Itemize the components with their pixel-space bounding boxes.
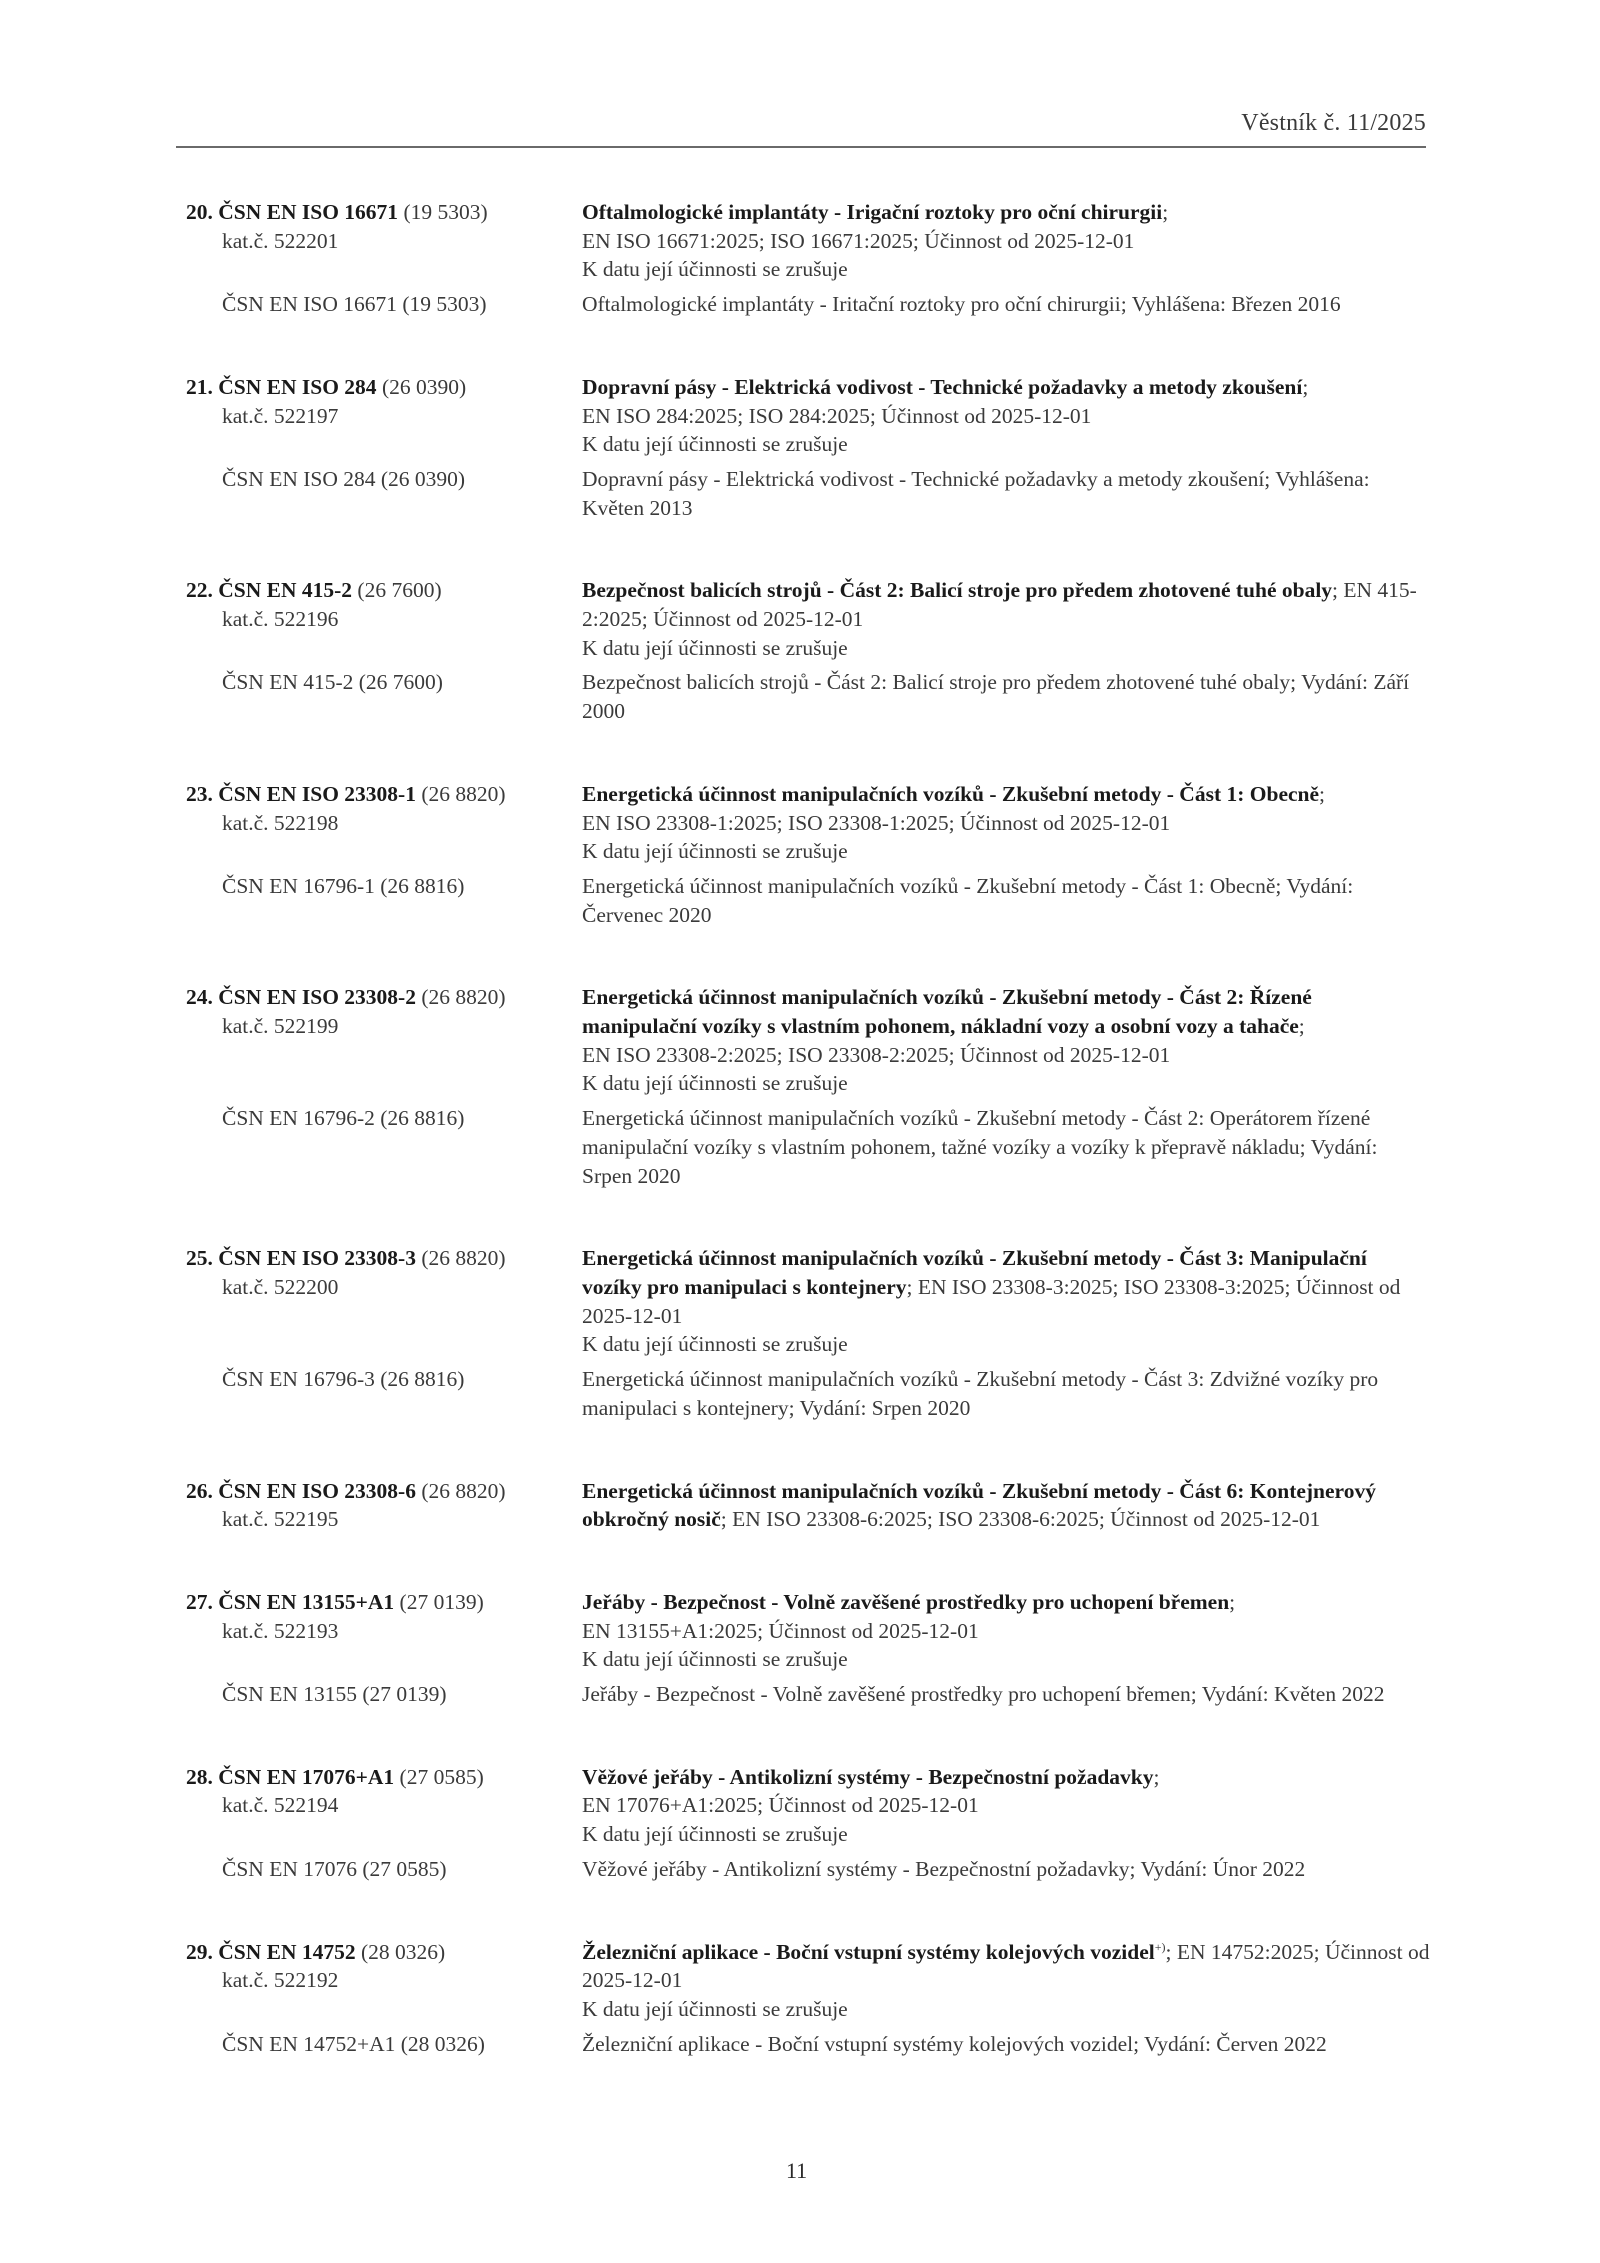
standard-description [582,1588,1431,1674]
replaced-standard-row [186,465,1431,522]
standard-identifier [186,1244,582,1359]
replaced-standard-text: Jeřáby - Bezpečnost - Volně zavěšené prostředky pro uchopení břemen; Vydání: Květen 2022 [582,1682,1385,1707]
standard-description [582,1244,1431,1359]
replaced-standard-text: Energetická účinnost manipulačních vozíků - Zkušební metody - Část 2: Operátorem řízené manipulační vozíky s vlastním pohonem, tažné vozíky a vozíky k přepravě nákladu; Vydání: Srpen 2020 [582,1106,1378,1188]
entry-number: 21. [186,374,213,399]
replaced-standard-text: Věžové jeřáby - Antikolizní systémy - Bezpečnostní požadavky; Vydání: Únor 2022 [582,1856,1306,1881]
standard-entry [186,373,1431,523]
replaced-standard-row [186,290,1431,319]
catalog-number: kat.č. 522200 [222,1274,339,1299]
standard-title: Energetická účinnost manipulačních vozíků - Zkušební metody - Část 3: Manipulační vozíky pro manipulaci s kontejnery [582,1246,1367,1299]
new-standard-row [186,1244,1431,1359]
detail-line: K datu její účinnosti se zrušuje [582,635,848,660]
standard-code: ČSN EN ISO 284 [218,374,377,399]
entry-number: 28. [186,1764,213,1789]
replaced-standard-row [186,1855,1431,1884]
new-standard-row [186,198,1431,284]
detail-line: EN 17076+A1:2025; Účinnost od 2025-12-01 [582,1793,979,1818]
standard-identifier [186,373,582,459]
classification-code: (26 8820) [421,1478,506,1503]
standard-code: ČSN EN ISO 16671 [218,200,399,224]
catalog-number: kat.č. 522195 [222,1507,339,1532]
standard-identifier [186,198,582,284]
classification-code: (26 7600) [357,578,442,603]
journal-title: Věstník č. 11/2025 [1241,110,1426,136]
entry-number: 25. [186,1246,213,1271]
replaced-standard-row [186,668,1431,725]
standard-identifier [186,983,582,1098]
standard-title: Jeřáby - Bezpečnost - Volně zavěšené prostředky pro uchopení břemen [582,1589,1230,1614]
standard-entry [186,983,1431,1190]
detail-line: K datu její účinnosti se zrušuje [582,1332,848,1357]
standard-entry [186,1588,1431,1709]
standard-code: ČSN EN 13155+A1 [218,1589,395,1614]
standard-entry [186,1938,1431,2059]
replaced-standard-row [186,1680,1431,1709]
catalog-number: kat.č. 522201 [222,228,339,253]
new-standard-row [186,576,1431,662]
standard-entry [186,1763,1431,1884]
entry-number: 24. [186,985,213,1010]
standard-entry [186,1244,1431,1422]
title-suffix: ; [1229,1589,1236,1614]
standard-code: ČSN EN 17076+A1 [218,1764,395,1789]
standard-code: ČSN EN 415-2 [218,578,353,603]
replaced-standard-row [186,2030,1431,2059]
detail-line: EN ISO 16671:2025; ISO 16671:2025; Účinnost od 2025-12-01 [582,228,1135,253]
entry-number: 26. [186,1478,213,1503]
standard-code: ČSN EN ISO 23308-3 [218,1246,416,1271]
new-standard-row [186,1588,1431,1674]
details-inline: ; EN ISO 23308-3:2025; ISO 23308-3:2025; Účinnost od 2025-12-01 [582,1274,1401,1328]
replaced-standard-code: ČSN EN 14752+A1 (28 0326) [222,2031,485,2056]
page-header [176,106,1426,148]
detail-line: K datu její účinnosti se zrušuje [582,1071,848,1096]
catalog-number: kat.č. 522198 [222,810,339,835]
detail-line: EN ISO 23308-1:2025; ISO 23308-1:2025; Účinnost od 2025-12-01 [582,810,1171,835]
standard-title: Věžové jeřáby - Antikolizní systémy - Bezpečnostní požadavky [582,1764,1154,1789]
classification-code: (27 0139) [399,1589,484,1614]
standard-identifier [186,1938,582,2024]
classification-code: (19 5303) [403,200,488,224]
replaced-standard-text: Energetická účinnost manipulačních vozíků - Zkušební metody - Část 3: Zdvižné vozíky pro manipulaci s kontejnery; Vydání: Srpen 2020 [582,1367,1379,1420]
standard-description [582,198,1431,284]
classification-code: (26 0390) [381,374,467,399]
new-standard-row [186,1938,1431,2024]
entry-number: 22. [186,578,213,603]
standard-title: Energetická účinnost manipulačních vozíků - Zkušební metody - Část 1: Obecně [582,781,1320,806]
standard-description [582,983,1431,1098]
new-standard-row [186,373,1431,459]
classification-code: (26 8820) [421,1246,506,1271]
catalog-number: kat.č. 522192 [222,1968,339,1993]
standard-description [582,1763,1431,1849]
details-lines [582,634,1431,663]
standard-code: ČSN EN ISO 23308-6 [218,1478,416,1503]
standard-description [582,780,1431,866]
new-standard-row [186,1763,1431,1849]
detail-line: EN ISO 23308-2:2025; ISO 23308-2:2025; Účinnost od 2025-12-01 [582,1042,1171,1067]
standard-title: Železniční aplikace - Boční vstupní systémy kolejových vozidel [582,1939,1155,1964]
standard-identifier [186,576,582,662]
detail-line: K datu její účinnosti se zrušuje [582,432,848,457]
standard-entry [186,780,1431,930]
catalog-number: kat.č. 522199 [222,1014,339,1039]
standard-entry [186,1477,1431,1534]
standard-code: ČSN EN ISO 23308-2 [218,985,416,1010]
replaced-standard-row [186,1104,1431,1190]
catalog-number: kat.č. 522196 [222,607,339,632]
details-lines [582,1330,1431,1359]
replaced-standard-text: Železniční aplikace - Boční vstupní systémy kolejových vozidel; Vydání: Červen 2022 [582,2031,1327,2056]
replaced-standard-code: ČSN EN 13155 (27 0139) [222,1682,447,1707]
details-lines [582,809,1431,866]
details-lines [582,1791,1431,1848]
page-number: 11 [786,2158,808,2183]
replaced-standard-text: Bezpečnost balicích strojů - Část 2: Balicí stroje pro předem zhotovené tuhé obaly; Vydání: Září 2000 [582,670,1410,724]
replaced-standard-code: ČSN EN ISO 16671 (19 5303) [222,292,487,317]
standard-description [582,576,1431,662]
details-inline: ; EN 14752:2025; Účinnost od 2025-12-01 [582,1939,1430,1993]
standard-description [582,1938,1431,2024]
title-suffix: ; [1319,781,1326,806]
standard-identifier [186,1588,582,1674]
detail-line: K datu její účinnosti se zrušuje [582,839,848,864]
detail-line: K datu její účinnosti se zrušuje [582,1647,848,1672]
details-inline: ; EN ISO 23308-6:2025; ISO 23308-6:2025; Účinnost od 2025-12-01 [720,1507,1321,1532]
replaced-standard-text: Energetická účinnost manipulačních vozíků - Zkušební metody - Část 1: Obecně; Vydání: Červenec 2020 [582,873,1354,927]
catalog-number: kat.č. 522194 [222,1793,339,1818]
details-inline: ; EN 415-2:2025; Účinnost od 2025-12-01 [582,578,1417,632]
standard-title: Bezpečnost balicích strojů - Část 2: Balicí stroje pro předem zhotovené tuhé obaly [582,578,1333,603]
standard-entry [186,576,1431,726]
replaced-standard-row [186,872,1431,929]
details-lines [582,1995,1431,2024]
replaced-standard-text: Dopravní pásy - Elektrická vodivost - Technické požadavky a metody zkoušení; Vyhlášena: Květen 2013 [582,466,1370,520]
title-suffix: ; [1298,1014,1305,1039]
detail-line: EN 13155+A1:2025; Účinnost od 2025-12-01 [582,1618,979,1643]
replaced-standard-row [186,1365,1431,1422]
footnote-marker: +) [1154,1939,1166,1954]
classification-code: (27 0585) [399,1764,484,1789]
entry-number: 27. [186,1589,213,1614]
title-suffix: ; [1302,374,1309,399]
replaced-standard-code: ČSN EN 415-2 (26 7600) [222,670,443,695]
title-suffix: ; [1153,1764,1160,1789]
details-lines [582,402,1431,459]
standard-identifier [186,780,582,866]
standard-identifier [186,1763,582,1849]
new-standard-row [186,983,1431,1098]
entry-number: 23. [186,781,213,806]
standard-title: Energetická účinnost manipulačních vozíků - Zkušební metody - Část 2: Řízené manipulační vozíky s vlastním pohonem, nákladní vozy a osobní vozy a tahače [582,985,1312,1039]
classification-code: (26 8820) [421,781,506,806]
standards-list [186,198,1431,2112]
standard-code: ČSN EN ISO 23308-1 [218,781,416,806]
catalog-number: kat.č. 522193 [222,1618,339,1643]
standard-description [582,373,1431,459]
replaced-standard-code: ČSN EN 16796-2 (26 8816) [222,1106,465,1131]
replaced-standard-code: ČSN EN 16796-3 (26 8816) [222,1367,465,1392]
replaced-standard-code: ČSN EN ISO 284 (26 0390) [222,466,466,491]
catalog-number: kat.č. 522197 [222,403,339,428]
details-lines [582,1617,1431,1674]
replaced-standard-code: ČSN EN 16796-1 (26 8816) [222,873,465,898]
replaced-standard-text: Oftalmologické implantáty - Iritační roztoky pro oční chirurgii; Vyhlášena: Březen 2016 [582,292,1341,317]
detail-line: K datu její účinnosti se zrušuje [582,1996,848,2021]
standard-title: Energetická účinnost manipulačních vozíků - Zkušební metody - Část 6: Kontejnerový obkročný nosič [582,1478,1376,1532]
detail-line: K datu její účinnosti se zrušuje [582,1822,848,1847]
classification-code: (26 8820) [421,985,506,1010]
replaced-standard-code: ČSN EN 17076 (27 0585) [222,1856,447,1881]
classification-code: (28 0326) [361,1939,446,1964]
entry-number: 20. [186,200,213,224]
new-standard-row [186,780,1431,866]
detail-line: K datu její účinnosti se zrušuje [582,257,848,282]
standard-title: Oftalmologické implantáty - Irigační roztoky pro oční chirurgii [582,200,1163,224]
standard-title: Dopravní pásy - Elektrická vodivost - Technické požadavky a metody zkoušení [582,374,1303,399]
entry-number: 29. [186,1939,213,1964]
standard-entry [186,198,1431,319]
details-lines [582,1041,1431,1098]
standard-description [582,1477,1431,1534]
details-lines [582,227,1431,284]
standard-identifier [186,1477,582,1534]
new-standard-row [186,1477,1431,1534]
standard-code: ČSN EN 14752 [218,1939,356,1964]
detail-line: EN ISO 284:2025; ISO 284:2025; Účinnost od 2025-12-01 [582,403,1092,428]
title-suffix: ; [1162,200,1169,224]
